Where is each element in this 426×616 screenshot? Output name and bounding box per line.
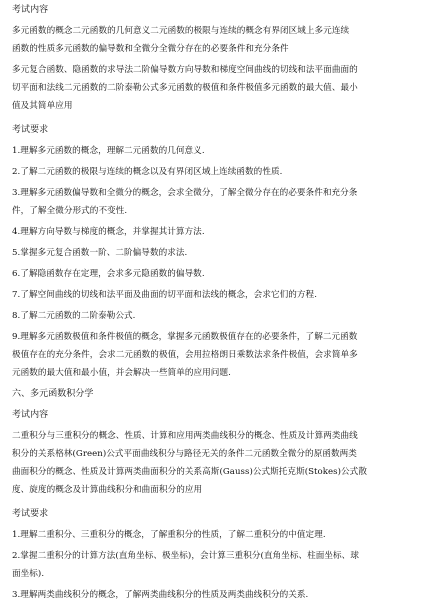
list-item: 3.理解多元函数偏导数和全微分的概念，会求全微分，了解全微分存在的必要条件和充分条 [12,188,358,198]
paragraph-line: 多元函数的概念二元函数的几何意义二元函数的极限与连续的概念有界闭区域上多元连续 [12,26,350,36]
list-item: 1.理解二重积分、三重积分的概念，了解重积分的性质，了解二重积分的中值定理. [12,530,326,540]
section-heading-exam-content: 考试内容 [12,5,49,15]
section-heading-exam-content: 考试内容 [12,410,49,420]
paragraph-line: 曲面积分的概念、性质及计算两类曲面积分的关系高斯(Gauss)公式斯托克斯(Stokes)公式散 [12,467,367,477]
chapter-heading: 六、多元函数积分学 [12,389,94,399]
list-item-continuation: 元函数的最大值和最小值，并会解决一些简单的应用问题. [12,368,231,378]
list-item-continuation: 件，了解全微分形式的不变性. [12,206,128,216]
section-heading-exam-requirements: 考试要求 [12,509,49,519]
list-item: 7.了解空间曲线的切线和法平面及曲面的切平面和法线的概念，会求它们的方程. [12,290,317,300]
list-item: 1.理解多元函数的概念，理解二元函数的几何意义. [12,146,205,156]
paragraph-line: 二重积分与三重积分的概念、性质、计算和应用两类曲线积分的概念、性质及计算两类曲线 [12,431,358,441]
paragraph-line: 值及其简单应用 [12,101,73,111]
list-item: 6.了解隐函数存在定理，会求多元隐函数的偏导数. [12,269,205,279]
list-item: 5.掌握多元复合函数一阶、二阶偏导数的求法. [12,248,188,258]
list-item: 9.理解多元函数极值和条件极值的概念，掌握多元函数极值存在的必要条件，了解二元函数 [12,332,358,342]
paragraph-line: 切平面和法线二元函数的二阶泰勒公式多元函数的极值和条件极值多元函数的最大值、最小 [12,83,358,93]
paragraph-line: 积分的关系格林(Green)公式平面曲线积分与路径无关的条件二元函数全微分的原函数两类 [12,449,357,459]
list-item: 8.了解二元函数的二阶泰勒公式. [12,311,136,321]
paragraph-line: 函数的性质多元函数的偏导数和全微分全微分存在的必要条件和充分条件 [12,44,289,54]
paragraph-line: 多元复合函数、隐函数的求导法二阶偏导数方向导数和梯度空间曲线的切线和法平面曲面的 [12,65,358,75]
section-heading-exam-requirements: 考试要求 [12,125,49,135]
paragraph-line: 度、旋度的概念及计算曲线积分和曲面积分的应用 [12,485,203,495]
list-item: 2.了解二元函数的极限与连续的概念以及有界闭区域上连续函数的性质. [12,167,283,177]
list-item: 4.理解方向导数与梯度的概念，并掌握其计算方法. [12,227,205,237]
list-item-continuation: 极值存在的充分条件，会求二元函数的极值，会用拉格朗日乘数法求条件极值，会求简单多 [12,350,358,360]
list-item-continuation: 面坐标). [12,569,45,579]
list-item: 3.理解两类曲线积分的概念，了解两类曲线积分的性质及两类曲线积分的关系. [12,590,309,600]
list-item: 2.掌握二重积分的计算方法(直角坐标、极坐标)，会计算三重积分(直角坐标、柱面坐标、球 [12,551,359,561]
